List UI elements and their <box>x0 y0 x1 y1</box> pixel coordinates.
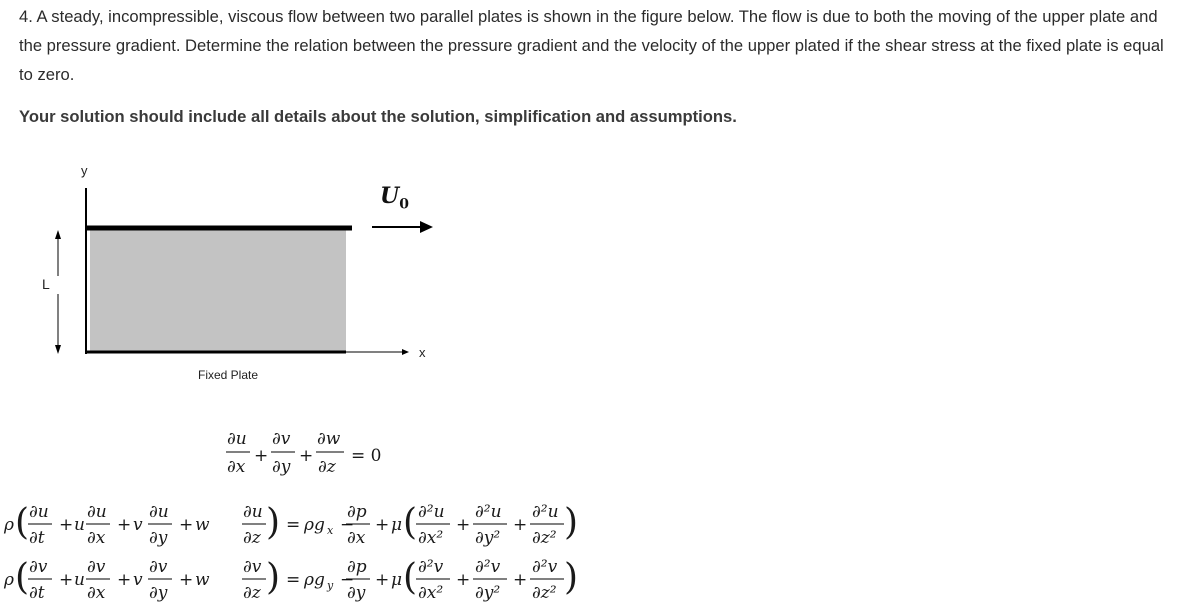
svg-text:): ) <box>266 502 281 543</box>
svg-text:∂²u: ∂²u <box>418 502 445 522</box>
svg-text:(: ( <box>15 502 30 543</box>
svg-text:v: v <box>133 570 143 590</box>
continuity-equation <box>226 429 381 477</box>
svg-text:ρ: ρ <box>4 515 14 535</box>
svg-text:+: + <box>59 570 74 590</box>
svg-text:=: = <box>286 570 301 590</box>
svg-text:(: ( <box>403 557 418 598</box>
svg-text:∂t: ∂t <box>29 528 45 548</box>
upper-plate-velocity-label: $U_0$ <box>380 183 409 213</box>
svg-text:∂y²: ∂y² <box>475 583 501 603</box>
svg-text:∂y²: ∂y² <box>475 528 501 548</box>
svg-text:+: + <box>375 570 390 590</box>
svg-text:∂y: ∂y <box>272 457 291 477</box>
svg-text:+: + <box>179 515 194 535</box>
svg-text:u: u <box>74 515 85 535</box>
svg-text:): ) <box>266 557 281 598</box>
instruction-note: Your solution should include all details about the solution, simplification and assumptions. <box>19 107 737 126</box>
svg-text:∂x: ∂x <box>227 457 246 477</box>
svg-text:∂v: ∂v <box>149 557 168 577</box>
svg-text:∂²u: ∂²u <box>532 502 559 522</box>
svg-text:∂u: ∂u <box>243 502 263 522</box>
svg-text:μ: μ <box>391 515 403 535</box>
svg-text:∂p: ∂p <box>347 502 367 522</box>
svg-text:w: w <box>195 570 210 590</box>
svg-text:∂z: ∂z <box>243 583 261 603</box>
svg-text:+: + <box>117 515 132 535</box>
svg-text:u: u <box>74 570 85 590</box>
svg-text:x: x <box>327 524 334 537</box>
svg-text:+: + <box>117 570 132 590</box>
svg-text:−: − <box>340 570 355 590</box>
svg-text:∂z²: ∂z² <box>532 583 557 603</box>
y-axis-label: y <box>81 163 88 178</box>
svg-text:w: w <box>195 515 210 535</box>
svg-text:∂x²: ∂x² <box>418 528 444 548</box>
svg-text:+: + <box>456 570 471 590</box>
svg-text:∂x: ∂x <box>347 528 366 548</box>
svg-text:∂v: ∂v <box>243 557 262 577</box>
svg-text:∂x²: ∂x² <box>418 583 444 603</box>
svg-text:∂u: ∂u <box>227 429 247 449</box>
svg-text:(: ( <box>15 557 30 598</box>
svg-text:∂x: ∂x <box>87 528 106 548</box>
svg-text:+: + <box>59 515 74 535</box>
svg-text:(: ( <box>403 502 418 543</box>
svg-text:= 0: = 0 <box>351 446 382 466</box>
svg-text:∂v: ∂v <box>272 429 291 449</box>
svg-text:y: y <box>327 579 334 592</box>
svg-text:∂²v: ∂²v <box>532 557 558 577</box>
svg-text:∂z: ∂z <box>243 528 261 548</box>
svg-text:ρg: ρg <box>304 570 325 590</box>
svg-text:ρ: ρ <box>4 570 14 590</box>
svg-text:∂²v: ∂²v <box>418 557 444 577</box>
svg-text:∂u: ∂u <box>87 502 107 522</box>
svg-text:v: v <box>133 515 143 535</box>
svg-text:∂v: ∂v <box>87 557 106 577</box>
svg-text:∂z: ∂z <box>318 457 336 477</box>
gap-label: L <box>42 276 50 292</box>
x-axis-label: x <box>419 345 426 360</box>
svg-text:): ) <box>564 557 579 598</box>
svg-text:∂²u: ∂²u <box>475 502 502 522</box>
svg-text:+: + <box>179 570 194 590</box>
svg-text:μ: μ <box>391 570 403 590</box>
svg-text:∂p: ∂p <box>347 557 367 577</box>
svg-text:+: + <box>299 446 314 466</box>
svg-text:∂t: ∂t <box>29 583 45 603</box>
fixed-plate-label: Fixed Plate <box>198 368 259 382</box>
question-text: 4. A steady, incompressible, viscous flow between two parallel plates is shown in the figure below. The flow is due to both the moving of the upper plate and the pressure gradient. Determine the relation between the pressure gradient and the velocity of the upper plated if the shear stress at the fixed plate is equal to zero. <box>19 7 1164 84</box>
svg-text:): ) <box>564 502 579 543</box>
svg-text:∂z²: ∂z² <box>532 528 557 548</box>
svg-text:−: − <box>340 515 355 535</box>
svg-text:∂w: ∂w <box>317 429 341 449</box>
svg-text:+: + <box>456 515 471 535</box>
svg-text:∂u: ∂u <box>149 502 169 522</box>
svg-text:+: + <box>375 515 390 535</box>
svg-text:+: + <box>513 570 528 590</box>
svg-text:ρg: ρg <box>304 515 325 535</box>
svg-text:∂y: ∂y <box>149 528 168 548</box>
svg-text:+: + <box>254 446 269 466</box>
svg-text:∂y: ∂y <box>347 583 366 603</box>
svg-text:∂x: ∂x <box>87 583 106 603</box>
svg-text:+: + <box>513 515 528 535</box>
svg-text:∂y: ∂y <box>149 583 168 603</box>
svg-text:∂²v: ∂²v <box>475 557 501 577</box>
svg-text:=: = <box>286 515 301 535</box>
y-momentum-equation <box>3 557 578 603</box>
x-momentum-equation <box>3 502 578 548</box>
svg-text:∂v: ∂v <box>29 557 48 577</box>
svg-text:∂u: ∂u <box>29 502 49 522</box>
